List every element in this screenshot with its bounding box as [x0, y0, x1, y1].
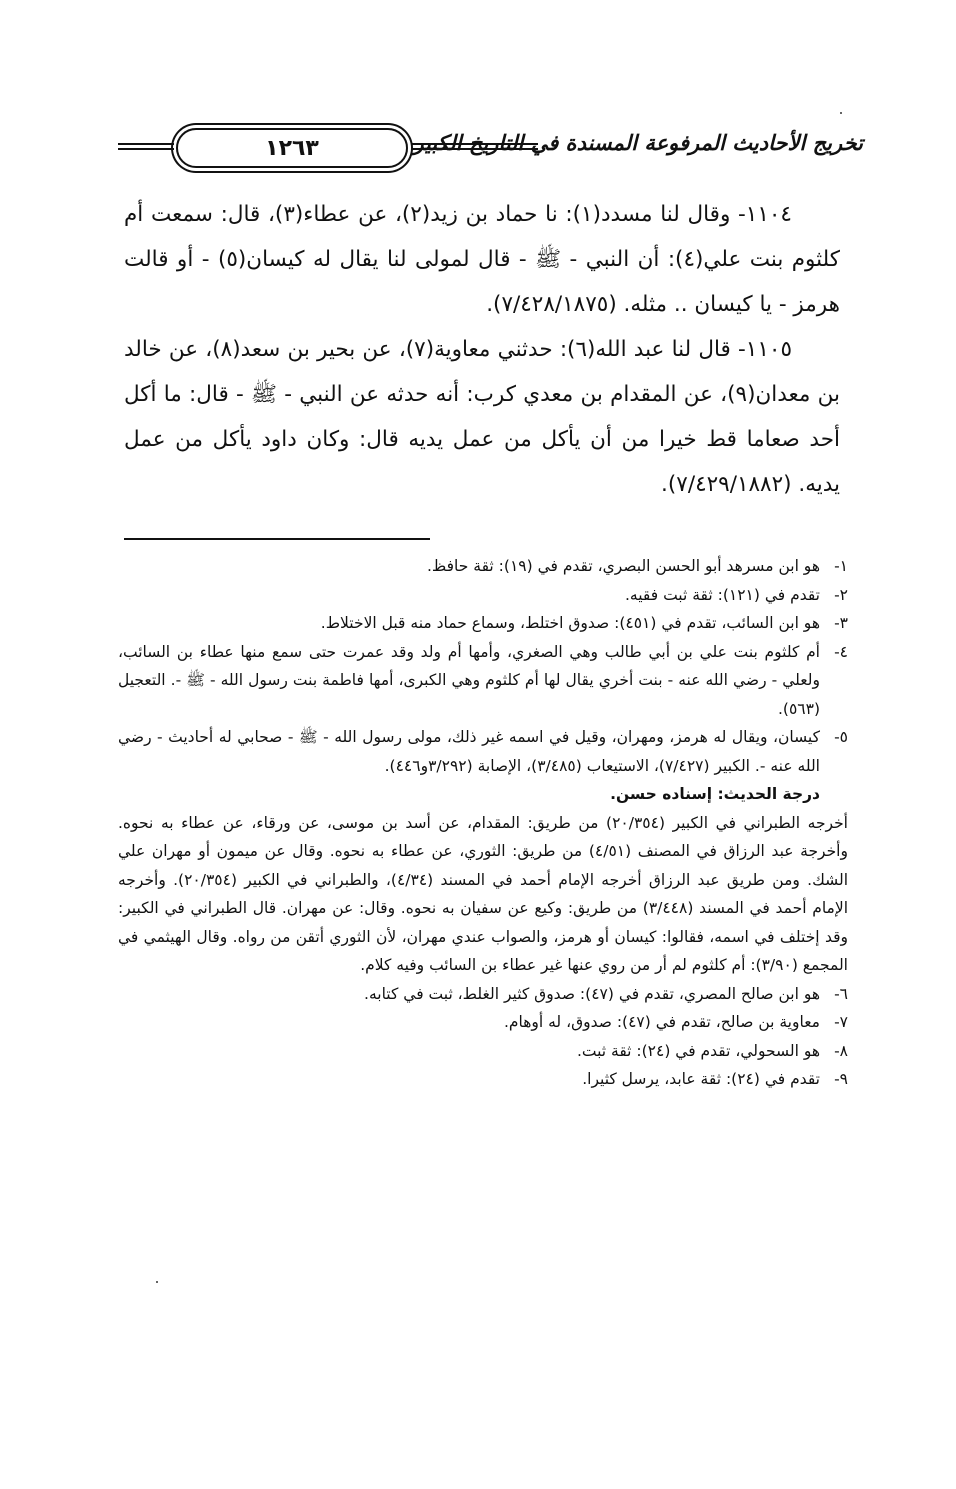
footnote-number: ٩- — [834, 1070, 848, 1088]
footnote-number: ٣- — [834, 614, 848, 632]
footnote-number: ٤- — [834, 642, 848, 661]
takhrij-paragraph: أخرجه الطبراني في الكبير (٢٠/٣٥٤) من طريق: المقدام، عن أسد بن موسى، عن ورقاء، عن عطاء به نحوه. وأخرجة عبد الرزاق في المصنف (٤/٥١) من طريق: الثوري، عن عطاء به نحوه. وقال عن ميمون أو مهران علي الشك. ومن طريق عبد الرزاق أخرجه الإمام أحمد في المسند (٤/٣٤)، والطبراني في الكبير (٢٠/٣٥٤). وأخرجه الإمام أحمد في المسند (٣/٤٤٨) من طريق: وكيع عن سفيان به نحوه. وقال: عن مهران. قال الطبراني في الكبير: وقد إختلف في اسمه، فقالوا: كيسان أو هرمز، والصواب عندي مهران، لأن الثوري أتقن من رواه. وقال الهيثمي في المجمع (٣/٩٠): أم كلثوم لم أر من روي عنها غير عطاء بن السائب وفيه كلام. — [118, 813, 848, 974]
footnote-text: هو ابن مسرهد أبو الحسن البصري، تقدم في (١٩): ثقة حافظ. — [426, 557, 820, 575]
header-rule-left — [118, 143, 174, 150]
footnote-text: هو ابن صالح المصري، تقدم في (٤٧): صدوق كثير الغلط، ثبت في كتابه. — [364, 984, 820, 1003]
page-header — [118, 126, 863, 170]
footnote-number: ٧- — [834, 1013, 848, 1031]
footnote-number: ٨- — [834, 1041, 848, 1060]
footnote-item — [118, 1065, 848, 1094]
footnote-item — [118, 609, 848, 638]
footnote-number: ٥- — [834, 728, 848, 746]
header-rule-middle — [408, 143, 538, 150]
hadith-grade-heading: درجة الحديث: إسناده حسن. — [610, 785, 820, 803]
footnote-item — [118, 552, 848, 581]
footnote-text: هو ابن السائب، تقدم في (٤٥١): صدوق اختلط، وسماع حماد منه قبل الاختلاط. — [320, 614, 820, 632]
page-number-badge: ١٢٦٣ — [176, 128, 408, 168]
footnote-item — [118, 581, 848, 610]
footnotes — [118, 552, 848, 1094]
footnote-item — [118, 1037, 848, 1066]
footnote-text: تقدم في (١٢١): ثقة ثبت فقيه. — [624, 585, 820, 604]
footnote-item — [118, 1008, 848, 1037]
running-title: تخريج الأحاديث المرفوعة المسندة في التاريخ الكبير — [413, 130, 863, 155]
footnote-number: ٢- — [834, 585, 848, 604]
footnote-text: معاوية بن صالح، تقدم في (٤٧): صدوق، له أوهام. — [503, 1013, 820, 1031]
footnote-item — [118, 980, 848, 1009]
main-text — [124, 192, 840, 507]
footnote-number: ٦- — [834, 984, 848, 1003]
footnote-text: تقدم في (٢٤): ثقة عابد، يرسل كثيرا. — [582, 1070, 820, 1088]
footnote-item — [118, 638, 848, 724]
scan-speck — [840, 112, 842, 114]
footnote-number: ١- — [834, 557, 848, 575]
hadith-paragraph-1105: ١١٠٥- قال لنا عبد الله(٦): حدثني معاوية(٧)، عن بحير بن سعد(٨)، عن خالد بن معدان(٩)، عن المقدام بن معدي كرب: أنه حدثه عن النبي - ﷺ - قال: ما أكل أحد صعاما قط خيرا من أن يأكل من عمل يديه قال: وكان داود يأكل من عمل يديه. (٧/٤٢٩/١٨٨٢). — [124, 337, 841, 497]
footnote-text: كيسان، ويقال له هرمز، ومهران، وقيل في اسمه غير ذلك، مولى رسول الله - ﷺ - صحابي له أحاديث - رضي الله عنه -. الكبير (٧/٤٢٧)، الاستيعاب (٣/٤٨٥)، الإصابة (٣/٢٩٢و٤٤٦). — [118, 728, 820, 775]
hadith-paragraph-1104: ١١٠٤- وقال لنا مسدد(١): نا حماد بن زيد(٢)، عن عطاء(٣)، قال: سمعت أم كلثوم بنت علي(٤): أن النبي - ﷺ - قال لمولى لنا يقال له كيسان(٥) - أو قالت هرمز - يا كيسان .. مثله. (٧/٤٢٨/١٨٧٥). — [124, 202, 841, 317]
footnote-divider — [124, 538, 430, 540]
scan-speck — [156, 1281, 158, 1283]
footnote-item — [118, 723, 848, 780]
footnote-text: هو السحولي، تقدم في (٢٤): ثقة ثبت. — [576, 1041, 820, 1060]
footnote-text: أم كلثوم بنت علي بن أبي طالب وهي الصغري، وأمها أم ولد وقد عمرت حتى سمع منها عطاء بن السائب، ولعلي - رضي الله عنه - بنت أخري يقال لها أم كلثوم وهي الكبرى، أمها فاطمة بنت رسول الله - ﷺ -. التعجيل (٥٦٣). — [118, 642, 820, 718]
